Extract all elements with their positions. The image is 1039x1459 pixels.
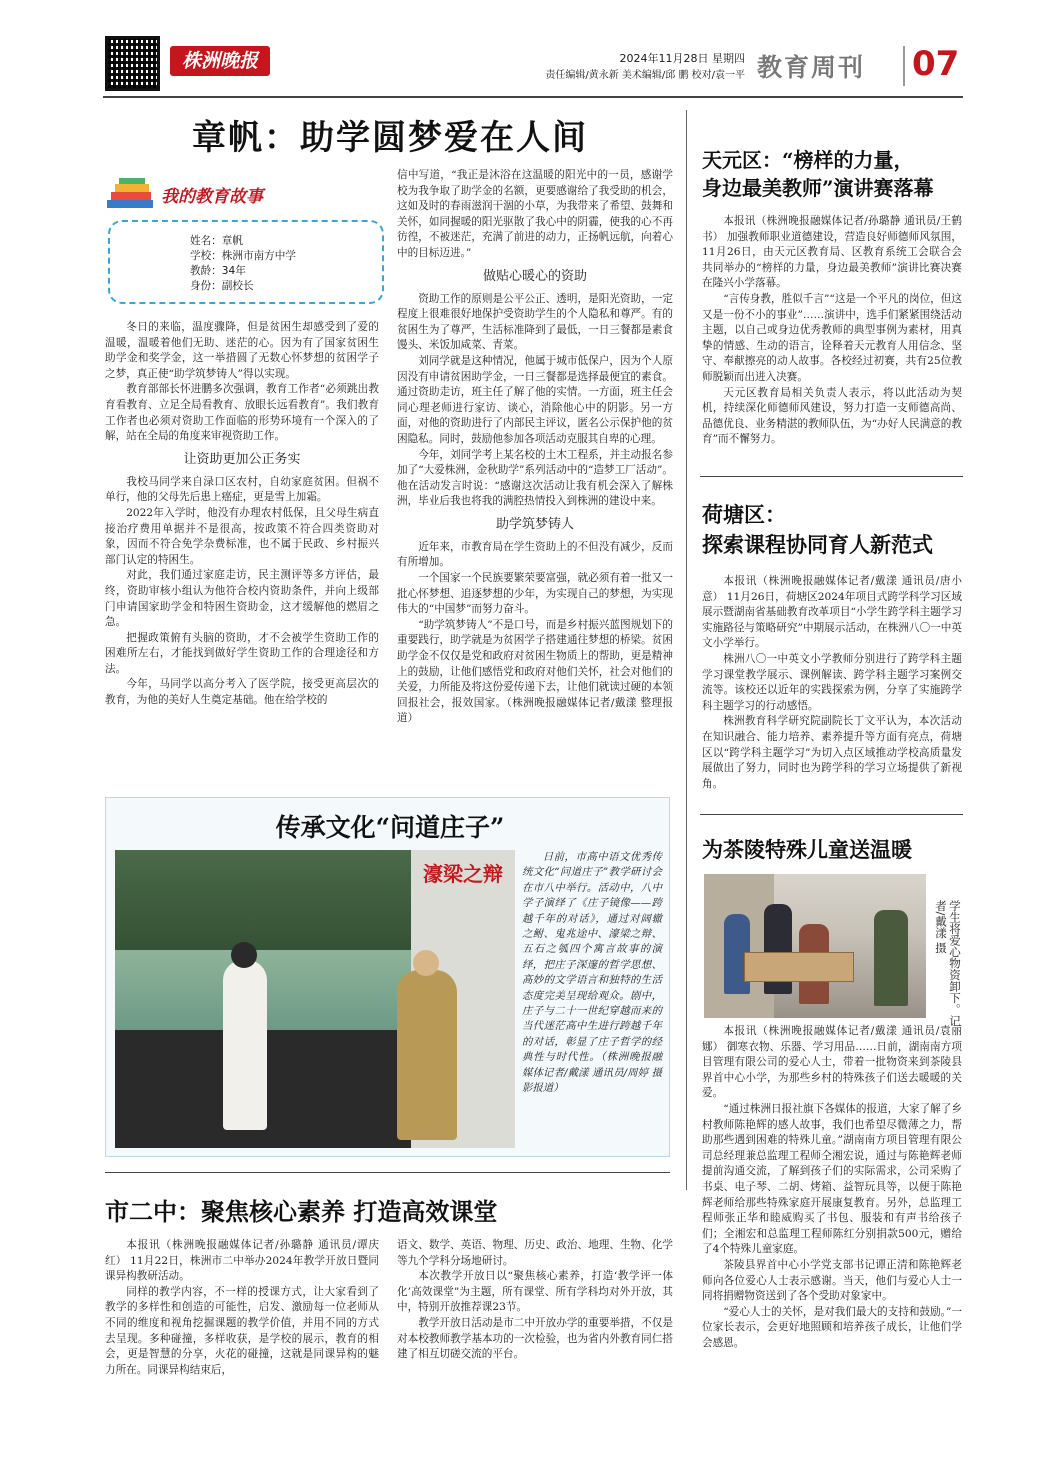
paragraph: 株洲八〇一中英文小学教师分别进行了跨学科主题学习课堂教学展示、课例解读、跨学科主题学习案例交流等。该校还以近年的实践探索为例，分享了实施跨学科主题学习的行动感悟。 [702,652,962,712]
section-rule [700,814,963,815]
paragraph: 对此，我们通过家庭走访，民主测评等多方评估，最终，资助审核小组认为他符合校内资助条件，并向上级部门申请国家助学金和特困生资助金，这才缓解他的燃眉之急。 [105,569,379,629]
paragraph: “言传身教，胜似千言”“这是一个平凡的岗位，但这又是一份不小的事业”……演讲中，选手们紧紧围绕活动主题，以自己或身边优秀教师的典型事例为素材，用真挚的情感、生动的语言，诠释着天元教育人用信念、坚守、奉献擦亮的动人故事。各校经过初赛，共有25位教师脱颖而出进入决赛。 [702,292,962,383]
column-label: 我的教育故事 [161,187,263,207]
chaling-title: 为茶陵特殊儿童送温暖 [702,837,912,862]
paragraph: 本次教学开放日以“聚焦核心素养，打造‘教学评一体化’高效课堂”为主题，所有课堂、所有学科均对外开放，其中，特别开放推荐课23节。 [397,1270,673,1314]
qr-code [105,36,160,91]
subheading: 做贴心暖心的资助 [482,268,587,284]
paragraph: 本报讯（株洲晚报融媒体记者/孙璐静 通讯员/谭庆红） 11月22日，株洲市二中举办2024年教学开放日暨同课异构教研活动。 [105,1239,379,1283]
paragraph: 茶陵县界首中心小学党支部书记谭正清和陈艳辉老师向各位爱心人士表示感谢。当天，他们与爱心人士一同将捐赠物资送到了各个受助对象家中。 [702,1258,962,1303]
paragraph: 教学开放日活动是市二中开放办学的重要举措，不仅是对本校教师教学基本功的一次检验，也为省内外教育同仁搭建了相互切磋交流的平台。 [397,1316,673,1361]
subheading: 让资助更加公正务实 [183,451,301,467]
hetang-body [702,574,962,792]
hetang-title-line2: 探索课程协同育人新范式 [702,532,933,557]
paragraph: 2022年入学时，他没有办理农村低保，且父母生病直接治疗费用单据并不是很高，按政策不符合四类资助对象，因而不符合免学杂费标准，也不属于民政、乡村振兴部门认定的特困生。 [105,506,379,566]
zhuangzi-title: 传承文化“问道庄子” [275,813,505,842]
profile-years: 教龄：34年 [190,265,246,277]
tianyuan-title-line2: 身边最美教师”演讲赛落幕 [702,176,934,200]
zhuangzi-photo [115,850,515,1148]
column-badge [105,176,305,212]
paragraph: 教育部部长怀进鹏多次强调，教育工作者“必须跳出教育看教育、立足全局看教育、放眼长远看教育”。我们教育工作者也必须对资助工作面临的形势环境有一个深入的了解，站在全局的角度来审视资助工作。 [105,383,379,443]
paragraph: 天元区教育局相关负责人表示，将以此活动为契机，持续深化师德师风建设，努力打造一支师德高尚、品德优良、业务精湛的教师队伍，为“办好人民满意的教育”而不懈努力。 [702,386,962,446]
paragraph: 冬日的来临，温度骤降，但是贫困生却感受到了爱的温暖，温暖着他们无助、迷茫的心。因为有了国家贫困生助学金和奖学金，这一举措圆了无数心怀梦想的贫困学子之梦，真正使“助学筑梦铸人”得以实现。 [105,321,379,380]
chaling-caption: 学生将爱心物资卸下。记者/戴漾 摄 [934,900,962,1027]
main-article-title: 章帆：助学圆梦爱在人间 [192,118,588,158]
stage-backdrop-text: 濠梁之辩 [423,862,503,886]
paragraph: 今年，马同学以高分考入了医学院，接受更高层次的教育，为他的美好人生奠定基础。他在给学校的 [105,678,379,707]
chaling-photo [704,874,926,1018]
shierzhong-title: 市二中：聚焦核心素养 打造高效课堂 [105,1197,498,1226]
books-icon [105,176,157,212]
tianyuan-body [702,214,962,448]
editor-credits: 责任编辑/黄永新 美术编辑/邱 鹏 校对/袁一平 [545,70,745,81]
page-number: 07 [912,44,960,84]
section-divider [903,46,905,86]
hetang-title-line1: 荷塘区： [702,502,786,527]
paragraph: 语文、数学、英语、物理、历史、政治、地理、生物、化学等九个学科分场地研讨。 [397,1239,673,1267]
shierzhong-col2 [397,1238,673,1363]
profile-school: 学校：株洲市南方中学 [190,250,296,262]
paragraph: 近年来，市教育局在学生资助上的不但没有减少，反而有所增加。 [397,540,673,569]
paragraph: “爱心人士的关怀，是对我们最大的支持和鼓励。”一位家长表示，会更好地照顾和培养孩子成长，让他们学会感恩。 [702,1305,962,1349]
logo: 株洲晚报 [170,46,270,76]
paragraph: 同样的教学内容，不一样的授课方式，让大家看到了教学的多样性和创造的可能性，启发、激励每一位老师从不同的维度和视角挖掘课题的教学价值，并用不同的方式去呈现。多种碰撞，多样收获，是学校的展示，教育的相会，更是智慧的分享，火花的碰撞，这就是同课异构的魅力所在。同课异构结束后， [105,1285,379,1376]
paragraph: 本报讯（株洲晚报融媒体记者/戴漾 通讯员/唐小意） 11月26日，荷塘区2024年项目式跨学科学习区域展示暨湖南省基础教育改革项目“小学生跨学科主题学习实施路径与策略研究”中期展示活动，在株洲八〇一中英文小学举行。 [702,575,962,650]
paragraph: 信中写道，“我正是沐浴在这温暖的阳光中的一员，感谢学校为我争取了助学金的名额，更要感谢给了我受助的机会，这如及时的春雨滋润干涸的小草，为我带来了希望、鼓舞和关怀，如同握暖的阳光驱散了我心中的阴霾，使我的心不再彷徨，不被迷茫，充满了前进的动力，正扬帆远航，向着心中的目标迈进。” [397,169,673,259]
issue-date: 2024年11月28日 星期四 [619,52,745,65]
paragraph: 刘同学就是这种情况，他属于城市低保户，因为个人原因没有申请贫困助学金，一日三餐都是选择最便宜的素食。通过资助走访，班主任了解了他的实情。一方面，班主任会同心理老师进行家访、谈心，消除他心中的阴影。另一方面，对他的资助进行了内部民主评议，匿名公示保护他的贫困隐私。同时，鼓励他参加各项活动克服其自卑的心理。 [397,354,673,445]
profile-role: 身份：副校长 [190,280,254,292]
paragraph: 把握政策俯有头脑的资助，才不会被学生资助工作的困难所左右，才能找到做好学生资助工作的合理途径和方法。 [105,631,379,675]
zhuangzi-caption: 日前，市高中语文优秀传统文化“问道庄子”教学研讨会在市八中举行。活动中，八中学子演绎了《庄子镜像——跨越千年的对话》，通过对阔辙之鲋、鬼兆途中、濠梁之辩、五石之瓠四个寓言故事的演绎，把庄子深邃的哲学思想、高妙的文学语言和独特的生活态度完美呈现给观众。剧中，庄子与二十一世纪穿越而来的当代迷茫高中生进行跨越千年的对话，彰显了庄子哲学的经典性与时代性。（株洲晚报融媒体记者/戴漾 通讯员/周婷 摄影报道） [522,851,662,1095]
main-article-col2 [397,168,673,727]
main-article-col1 [105,320,379,709]
chaling-body [702,1024,962,1351]
profile-name: 姓名：章帆 [190,235,243,247]
section-name: 教育周刊 [757,53,866,82]
paragraph: 本报讯（株洲晚报融媒体记者/孙璐静 通讯员/王鹤书） 加强教师职业道德建设，营造良好师德师风氛围，11月26日，由天元区教育局、区教育系统工会联合会共同举办的“榜样的力量，身边最美教师”演讲比赛决赛在隆兴小学落幕。 [702,215,962,290]
section-rule [105,1172,670,1173]
paragraph: 资助工作的原则是公平公正、透明，是阳光资助，一定程度上很难很好地保护受资助学生的个人隐私和尊严。有的贫困生为了尊严，生活标准降到了最低，一日三餐都是素食馒头、米饭加咸菜、青菜。 [397,292,673,352]
paragraph: 今年，刘同学考上某名校的土木工程系，并主动报名参加了“大爱株洲，金秋助学”系列活动中的“造梦工厂活动”。他在活动发言时说：“感谢这次活动让我有机会深入了解株洲，毕业后我也将我的满腔热情投入到株洲的建设中来。 [397,448,673,508]
paragraph: 一个国家一个民族要繁荣要富强，就必须有着一批又一批心怀梦想、追逐梦想的少年，为实现自己的梦想，为实现伟大的“中国梦”而努力奋斗。 [397,572,673,616]
tianyuan-title-line1: 天元区：“榜样的力量， [702,148,914,172]
paragraph: “通过株洲日报社旗下各媒体的报道，大家了解了乡村教师陈艳辉的感人故事，我们也希望尽微薄之力，帮助那些遇到困难的特殊儿童。”湖南南方项目管理有限公司总经理兼总监理工程师仝湘宏说，通过与陈艳辉老师提前沟通交流，了解到孩子们的实际需求，公司采购了书桌、电子琴、二胡、烤箱、益智玩具等，以便于陈艳辉老师给那些特殊家庭开展康复教育。另外，总监理工程师张正华和睦威购买了书包、服装和有声书给孩子们；全湘宏和总监理工程师陈红分别捐款500元，赠给了4个特殊儿童家庭。 [702,1102,962,1256]
paragraph: 本报讯（株洲晚报融媒体记者/戴漾 通讯员/袁丽娜） 御寒衣物、乐器、学习用品……日前，湖南南方项目管理有限公司的爱心人士，带着一批物资来到茶陵县界首中心小学，为那些乡村的特殊孩子们送去暖暖的关爱。 [702,1025,962,1100]
paragraph: 我校马同学来自渌口区农村，自幼家庭贫困。但祸不单行，他的父母先后患上癌症，更是雪上加霜。 [105,475,379,504]
profile-box [108,220,384,304]
column-divider [686,110,687,1190]
section-rule [700,476,963,477]
masthead-rule [103,96,963,98]
paragraph: 株洲教育科学研究院副院长丁文平认为，本次活动在知识融合、能力培养、素养提升等方面有亮点，荷塘区以“跨学科主题学习”为切入点区域推动学校高质量发展做出了努力，同时也为跨学科的学习立场提供了新视角。 [702,715,962,790]
shierzhong-col1 [105,1238,379,1378]
tianyuan-title [702,146,962,202]
subheading: 助学筑梦铸人 [495,516,574,532]
hetang-title [702,500,962,560]
paragraph: “助学筑梦铸人”不是口号，而是乡村振兴蓝图规划下的重要践行，助学就是为贫困学子搭建通往梦想的桥梁。贫困助学金不仅仅是党和政府对贫困生物质上的帮助，更是精神上的鼓励，让他们感悟党和政府对他们关怀，社会对他们的关爱，力所能及将这份爱传递下去，让他们就读过硬的本领回报社会，报效国家。（株洲晚报融媒体记者/戴漾 整理报道） [397,618,673,725]
